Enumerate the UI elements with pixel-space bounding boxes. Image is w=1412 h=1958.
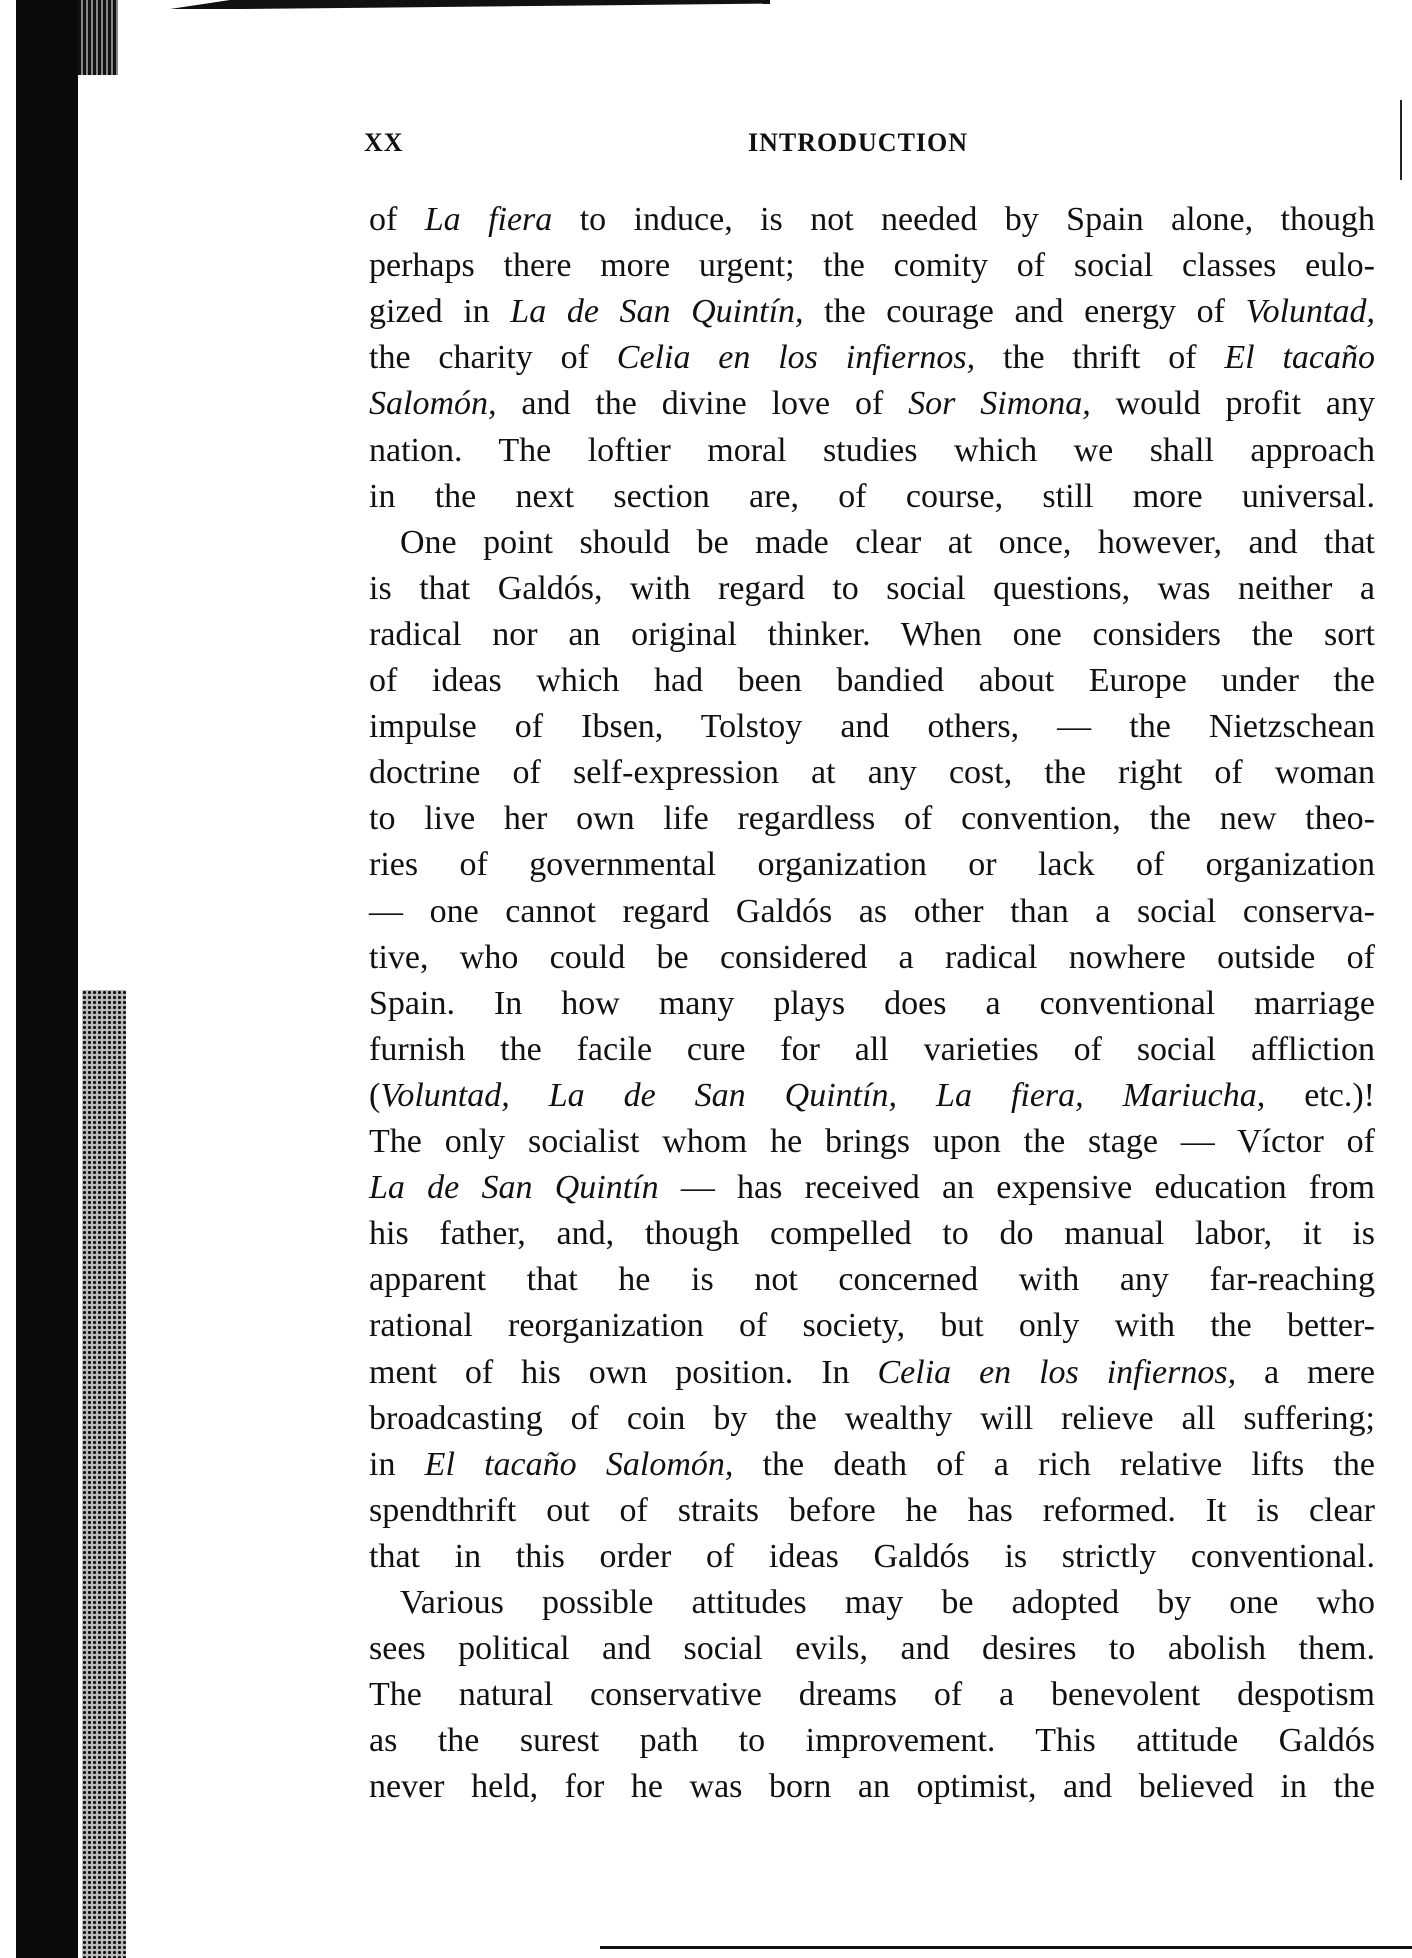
text-line (369, 1030, 1375, 1070)
text-run: a mere (1236, 1353, 1376, 1391)
text-line (369, 1445, 1375, 1485)
italic-title: La de San Quintín (369, 1169, 659, 1207)
text-run: of ideas which had been bandied about Europe under the (369, 662, 1375, 699)
text-line (369, 477, 1375, 517)
text-run: the thrift of (975, 339, 1225, 377)
text-line (369, 1721, 1375, 1761)
text-run: perhaps there more urgent; the comity of social classes eulo- (369, 247, 1375, 285)
text-run: rational reorganization of society, but only with the better- (369, 1307, 1375, 1345)
text-line (369, 1168, 1375, 1208)
text-run: ( (369, 1076, 381, 1114)
italic-title: Celia en los infiernos, (877, 1353, 1237, 1391)
text-line (369, 431, 1375, 471)
text-line (369, 661, 1375, 701)
text-line (369, 1260, 1375, 1300)
text-run: One point should be made clear at once, however, and that (400, 523, 1375, 561)
text-run: The natural conservative dreams of a benevolent despotism (369, 1676, 1375, 1714)
italic-title: La fiera (424, 201, 553, 238)
text-line (369, 938, 1375, 978)
text-run: nation. The loftier moral studies which we shall approach (369, 431, 1375, 469)
text-run: the charity of (369, 339, 617, 377)
text-run: to induce, is not needed by Spain alone, though (552, 201, 1376, 238)
text-run: ment of his own position. In (369, 1353, 878, 1391)
text-run: doctrine of self-expression at any cost, the right of woman (369, 754, 1375, 792)
scan-top-edge (170, 0, 770, 9)
text-line (369, 292, 1375, 332)
text-line (369, 384, 1375, 424)
text-run: to live her own life regardless of convention, the new theo- (369, 800, 1375, 838)
scan-right-edge (1400, 100, 1402, 180)
text-line (369, 338, 1375, 378)
text-run: apparent that he is not concerned with any far-reaching (369, 1261, 1375, 1299)
scan-halftone-edge (82, 990, 126, 1958)
text-line (369, 1399, 1375, 1439)
text-line (369, 1767, 1375, 1807)
text-line (369, 984, 1375, 1024)
scan-binding-shadow (16, 0, 78, 1958)
page-number: XX (364, 128, 404, 157)
text-line (369, 799, 1375, 839)
text-line (369, 753, 1375, 793)
text-run: the death of a rich relative lifts the (733, 1445, 1375, 1483)
text-run: gized in (369, 293, 511, 331)
italic-title: Salomón, (369, 385, 497, 423)
text-run: impulse of Ibsen, Tolstoy and others, — the Nietzschean (369, 708, 1375, 746)
text-line (369, 1076, 1375, 1116)
text-line (369, 569, 1375, 609)
italic-title: Voluntad, (1245, 293, 1375, 331)
text-run: would profit any (1090, 385, 1375, 423)
text-line (400, 523, 1375, 563)
text-run: of (369, 201, 425, 238)
text-line (369, 892, 1375, 932)
text-line (400, 1583, 1375, 1623)
scan-edge-texture (78, 0, 118, 75)
text-run: broadcasting of coin by the wealthy will relieve all suffering; (369, 1399, 1375, 1437)
italic-title: El tacaño Salomón, (424, 1445, 734, 1483)
text-line (369, 845, 1375, 885)
text-run: — has received an expensive education from (658, 1169, 1375, 1207)
text-line (369, 1675, 1375, 1715)
text-line (369, 1214, 1375, 1254)
running-title: INTRODUCTION (748, 128, 969, 157)
text-line (369, 1122, 1375, 1162)
text-run: in (369, 1445, 425, 1483)
italic-title: Celia en los infiernos, (616, 339, 976, 377)
text-line (369, 1537, 1375, 1577)
text-run: sees political and social evils, and desires to abolish them. (369, 1630, 1375, 1668)
text-line (369, 615, 1375, 655)
text-run: that in this order of ideas Galdós is strictly conventional. (369, 1537, 1375, 1575)
text-line (369, 1491, 1375, 1531)
italic-title: El tacaño (1224, 339, 1375, 377)
text-run: his father, and, though compelled to do manual labor, it is (369, 1215, 1375, 1253)
text-run: Spain. In how many plays does a conventional marriage (369, 984, 1375, 1022)
text-line (369, 1306, 1375, 1346)
scan-bottom-edge (600, 1946, 1412, 1949)
text-run: in the next section are, of course, still more universal. (369, 477, 1375, 515)
text-run: the courage and energy of (803, 293, 1246, 331)
text-line (369, 200, 1375, 240)
text-run: etc.)! (1265, 1076, 1375, 1114)
text-run: and the divine love of (496, 385, 909, 423)
text-run: is that Galdós, with regard to social questions, was neither a (369, 569, 1375, 607)
text-run: — one cannot regard Galdós as other than a social conserva- (369, 892, 1375, 930)
text-run: tive, who could be considered a radical nowhere outside of (369, 938, 1375, 976)
text-run: radical nor an original thinker. When one considers the sort (369, 615, 1375, 653)
text-line (369, 246, 1375, 286)
italic-title: La de San Quintín, (510, 293, 804, 331)
text-line (369, 1353, 1375, 1393)
text-run: spendthrift out of straits before he has reformed. It is clear (369, 1491, 1375, 1529)
text-run: furnish the facile cure for all varieties of social affliction (369, 1030, 1375, 1068)
text-line (369, 1629, 1375, 1669)
text-run: ries of governmental organization or lack of organization (369, 846, 1375, 884)
text-run: Various possible attitudes may be adopted by one who (400, 1584, 1375, 1621)
text-line (369, 707, 1375, 747)
text-run: as the surest path to improvement. This attitude Galdós (369, 1722, 1375, 1760)
text-run: never held, for he was born an optimist, and believed in the (369, 1768, 1375, 1806)
italic-title: Sor Simona, (908, 385, 1091, 423)
italic-title: Voluntad, La de San Quintín, La fiera, Mariucha, (380, 1076, 1266, 1114)
text-run: The only socialist whom he brings upon the stage — Víctor of (369, 1123, 1375, 1160)
